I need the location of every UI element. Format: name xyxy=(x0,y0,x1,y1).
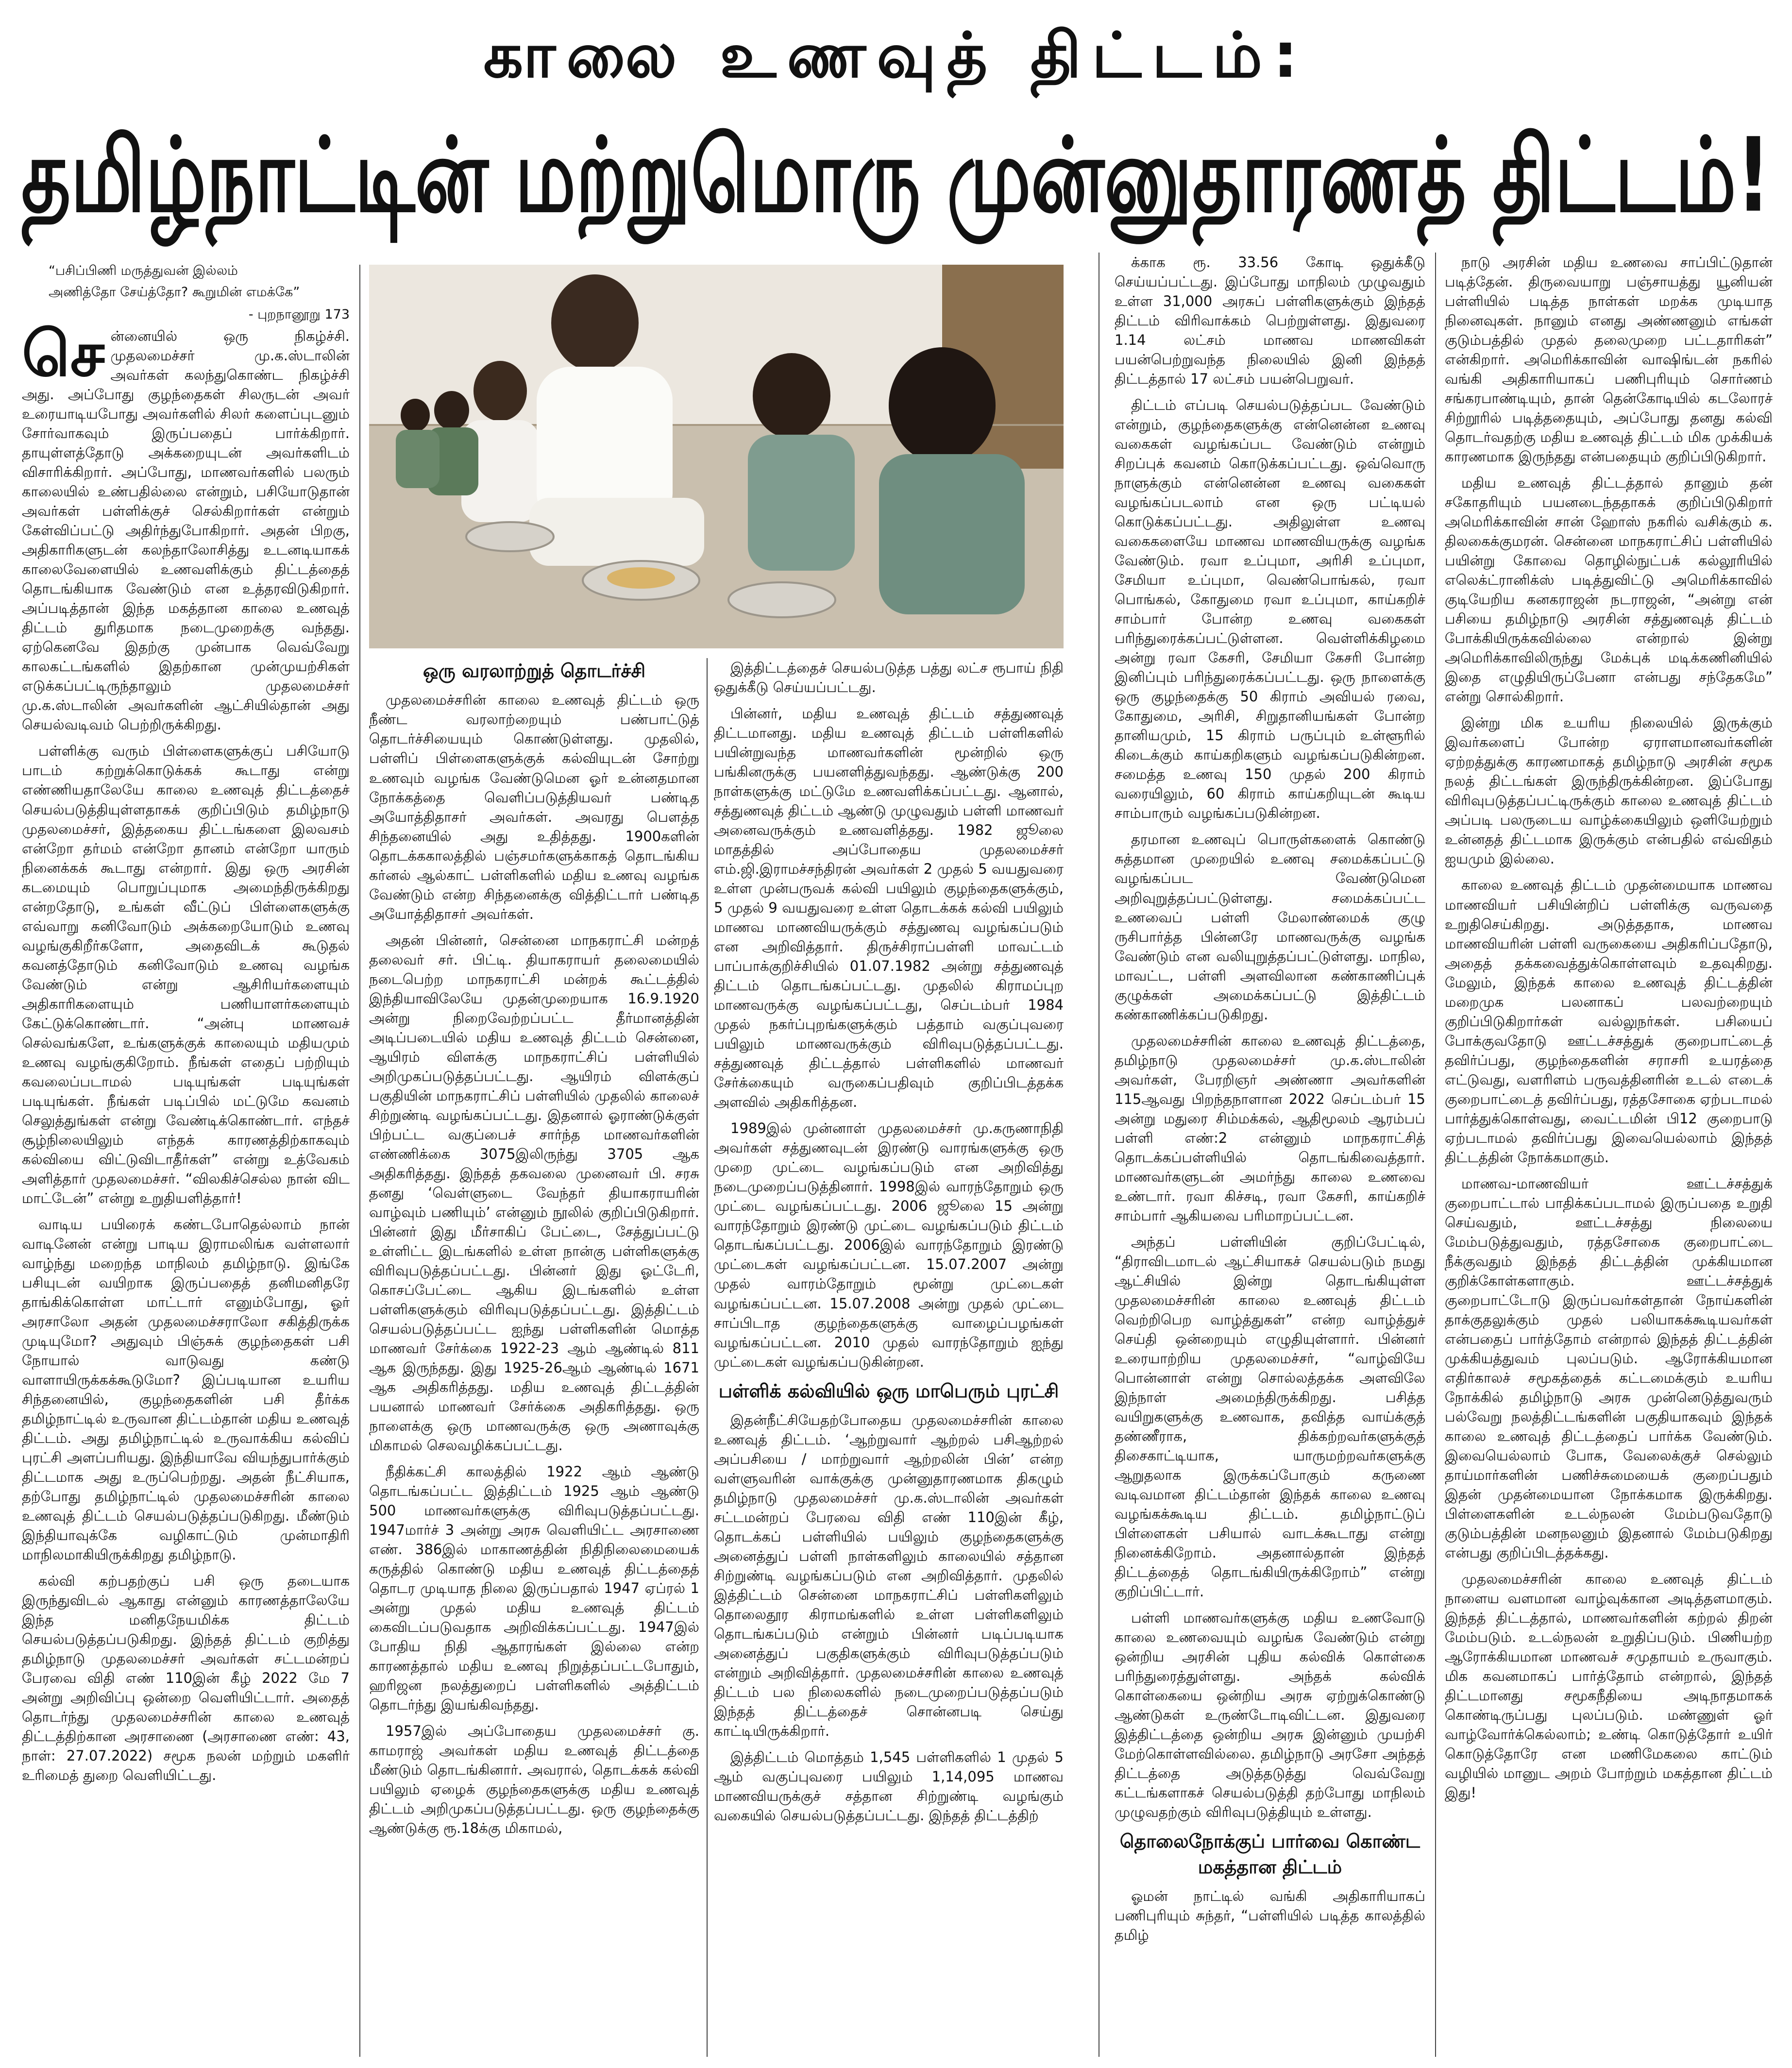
paragraph: அதன் பின்னர், சென்னை மாநகராட்சி மன்றத் தலைவர் சர். பிட்டி. தியாகராயர் தலைமையில் நடைபெற்ற மாநகராட்சி மன்றக் கூட்டத்தில் இந்தியாவிலேயே முதன்முறையாக 16.9.1920 அன்று நிறைவேற்றப்பட்ட தீர்மானத்தின் அடிப்படையில் மதிய உணவுத் திட்டம் சென்னை, ஆயிரம் விளக்கு மாநகராட்சிப் பள்ளியில் அறிமுகப்படுத்தப்பட்டது. ஆயிரம் விளக்குப் பகுதியின் மாநகராட்சிப் பள்ளியில் முதலில் காலைச் சிற்றுண்டி வழங்கப்பட்டது. இதனால் ஓராண்டுக்குள் பிற்பட்ட வகுப்பைச் சார்ந்த மாணவர்களின் எண்ணிக்கை 3075இலிருந்து 3705 ஆக அதிகரித்தது. இந்தத் தகவலை முனைவர் பி. சரசு தனது ‘வெள்ளுடை வேந்தர் தியாகராயரின் வாழ்வும் பணியும்’ என்னும் நூலில் குறிப்பிடுகிறார். பின்னர் இது மீர்சாகிப் பேட்டை, சேத்துப்பட்டு உள்ளிட்ட இடங்களில் உள்ள நான்கு பள்ளிகளுக்கு விரிவுபடுத்தப்பட்டது. பின்னர் இது ஓட்டேரி, கொசப்பேட்டை ஆகிய இடங்களில் உள்ள பள்ளிகளுக்கும் விரிவுபடுத்தப்பட்டது. இத்திட்டம் செயல்படுத்தப்பட்ட ஐந்து பள்ளிகளின் மொத்த மாணவர் சேர்க்கை 1922-23 ஆம் ஆண்டில் 811 ஆக இருந்தது. இது 1925-26ஆம் ஆண்டில் 1671 ஆக அதிகரித்தது. மதிய உணவுத் திட்டத்தின் பயனால் மாணவர் சேர்க்கை அதிகரித்தது. ஒரு நாளைக்கு ஒரு மாணவருக்கு ஒரு அணாவுக்கு மிகாமல் செலவழிக்கப்பட்டது. xyxy=(369,932,699,1454)
headline-line-1: காலை உணவுத் திட்டம்: xyxy=(483,19,1309,92)
photo-children-eating-icon xyxy=(369,265,1064,648)
section-subhead: ஒரு வரலாற்றுத் தொடர்ச்சி xyxy=(423,660,646,681)
paragraph: பள்ளி மாணவர்களுக்கு மதிய உணவோடு காலை உணவையும் வழங்க வேண்டும் என்று ஒன்றிய அரசின் புதிய கல்விக் கொள்கை பரிந்துரைத்துள்ளது. அந்தக் கல்விக் கொள்கையை ஒன்றிய அரசு ஏற்றுக்கொண்டு ஆண்டுகள் உருண்டோடிவிட்டன. இதுவரை இத்திட்டத்தை ஒன்றிய அரசு இன்னும் முயற்சி மேற்கொள்ளவில்லை. தமிழ்நாடு அரசோ அந்தத் திட்டத்தை அடுத்தடுத்து வெவ்வேறு கட்டங்களாகச் செயல்படுத்தி தற்போது மாநிலம் முழுவதற்கும் விரிவுபடுத்தியும் உள்ளது. xyxy=(1115,1610,1425,1821)
paragraph: முதலமைச்சரின் காலை உணவுத் திட்டத்தை, தமிழ்நாடு முதலமைச்சர் மு.க.ஸ்டாலின் அவர்கள், பேரறிஞர் அண்ணா அவர்களின் 115ஆவது பிறந்தநாளான 2022 செப்டம்பர் 15 அன்று மதுரை சிம்மக்கல், ஆதிமூலம் ஆரம்பப் பள்ளி எண்:2 என்னும் மாநகராட்சித் தொடக்கப்பள்ளியில் தொடங்கிவைத்தார். மாணவர்களுடன் அமர்ந்து காலை உணவை உண்டார். ரவா கிச்சடி, ரவா கேசரி, காய்கறிச் சாம்பார் ஆகியவை பரிமாறப்பட்டன. xyxy=(1115,1032,1425,1224)
paragraph: 1989இல் முன்னாள் முதலமைச்சர் மு.கருணாநிதி அவர்கள் சத்துணவுடன் இரண்டு வாரங்களுக்கு ஒரு முறை முட்டை வழங்கப்படும் என அறிவித்து நடைமுறைப்படுத்தினார். 1998இல் வாரந்தோறும் ஒரு முட்டை வழங்கப்பட்டது. 2006 ஜூலை 15 அன்று வாரந்தோறும் இரண்டு முட்டை வழங்கப்படும் திட்டம் தொடங்கப்பட்டது. 2006இல் வாரந்தோறும் இரண்டு முட்டைகள் வழங்கப்பட்டன. 15.07.2007 அன்று முதல் வாரம்தோறும் மூன்று முட்டைகள் வழங்கப்பட்டன. 15.07.2008 அன்று முதல் முட்டை சாப்பிடாத குழந்தைகளுக்கு வாழைப்பழங்கள் வழங்கப்பட்டன. 2010 முதல் வாரந்தோறும் ஐந்து முட்டைகள் வழங்கப்படுகின்றன. xyxy=(714,1120,1064,1370)
paragraph: 1957இல் அப்போதைய முதலமைச்சர் கு. காமராஜ் அவர்கள் மதிய உணவுத் திட்டத்தை மீண்டும் தொடங்கினார். அவரால், தொடக்கக் கல்வி பயிலும் ஏழைக் குழந்தைகளுக்கு மதிய உணவுத் திட்டம் அறிமுகப்படுத்தப்பட்டது. ஒரு குழந்தைக்கு ஆண்டுக்கு ரூ.18க்கு மிகாமல், xyxy=(369,1723,699,1837)
column-rule xyxy=(707,658,708,2057)
article-photo xyxy=(369,265,1064,648)
headline-line-2: தமிழ்நாட்டின் மற்றுமொரு முன்னுதாரணத் திட்டம்! xyxy=(21,116,1771,235)
paragraph: ஓமன் நாட்டில் வங்கி அதிகாரியாகப் பணிபுரியும் சுந்தர், “பள்ளியில் படித்த காலத்தில் தமிழ் xyxy=(1115,1888,1425,1944)
paragraph: பள்ளிக்கு வரும் பிள்ளைகளுக்குப் பசியோடு பாடம் கற்றுக்கொடுக்கக் கூடாது என்று எண்ணியதாலேயே காலை உணவுத் திட்டத்தைச் செயல்படுத்தியுள்ளதாகக் குறிப்பிடும் தமிழ்நாடு முதலமைச்சர், இத்தகைய திட்டங்களை இலவசம் என்றோ தர்மம் என்றோ தானம் என்றோ யாரும் நினைக்கக் கூடாது என்றார். இது ஒரு அரசின் கடமையும் பொறுப்புமாக அமைந்திருக்கிறது என்றதோடு, உங்கள் வீட்டுப் பிள்ளைகளுக்கு எவ்வாறு கனிவோடும் அக்கறையோடும் உணவு வழங்குகிறீர்களோ, அதைவிடக் கூடுதல் கவனத்தோடும் கனிவோடும் உணவு வழங்க வேண்டும் என்று ஆசிரியர்களையும் அதிகாரிகளையும் பணியாளர்களையும் கேட்டுக்கொண்டார். “அன்பு மாணவச் செல்வங்களே, உங்களுக்குக் காலையும் மதியமும் உணவு வழங்குகிறோம். நீங்கள் எதைப் பற்றியும் கவலைப்படாமல் படியுங்கள் படியுங்கள் படியுங்கள். நீங்கள் படிப்பில் மட்டுமே கவனம் செலுத்துங்கள் என்று வேண்டிக்கொண்டார். எந்தச் சூழ்நிலையிலும் எந்தக் காரணத்திற்காகவும் கல்வியை விட்டுவிடாதீர்கள்” என்று உத்வேகம் அளித்தார் முதலமைச்சர். “விலகிச்செல்ல நான் விட மாட்டேன்” என்று உறுதியளித்தார்! xyxy=(22,743,350,1206)
paragraph: இத்திட்டம் மொத்தம் 1,545 பள்ளிகளில் 1 முதல் 5 ஆம் வகுப்புவரை பயிலும் 1,14,095 மாணவ மாணவியருக்குச் சத்தான சிற்றுண்டி வழங்கும் வகையில் செயல்படுத்தப்பட்டது. இந்தத் திட்டத்திற் xyxy=(714,1749,1064,1824)
paragraph: வாடிய பயிரைக் கண்டபோதெல்லாம் நான் வாடினேன் என்று பாடிய இராமலிங்க வள்ளலார் வாழ்ந்து மறைந்த மாநிலம் தமிழ்நாடு. இங்கே பசியுடன் வயிறாக இருப்பதைத் தனிமனிதரே தாங்கிக்கொள்ள மாட்டார் எனும்போது, ஓர் அரசாலோ அதன் முதலமைச்சராலோ சகித்திருக்க முடியுமோ? அதுவும் பிஞ்சுக் குழந்தைகள் பசி நோயால் வாடுவது கண்டு வாளாயிருக்கக்கூடுமோ? இப்படியான உயரிய சிந்தனையில், குழந்தைகளின் பசி தீர்க்க தமிழ்நாட்டில் உருவான திட்டம்தான் மதிய உணவுத் திட்டம். அது தமிழ்நாட்டில் உருவாக்கிய கல்விப் புரட்சி அளப்பரியது. இந்தியாவே வியந்துபார்க்கும் திட்டமாக அது உருப்பெற்றது. அதன் நீட்சியாக, தற்போது தமிழ்நாட்டில் முதலமைச்சரின் காலை உணவுத் திட்டம் செயல்படுத்தப்படுகிறது. மீண்டும் இந்தியாவுக்கே வழிகாட்டும் முன்மாதிரி மாநிலமாகியிருக்கிறது தமிழ்நாடு. xyxy=(22,1216,350,1563)
paragraph: மதிய உணவுத் திட்டத்தால் தானும் தன் சகோதரியும் பயனடைந்ததாகக் குறிப்பிடுகிறார் அமெரிக்காவின் சான் ஹோஸ் நகரில் வசிக்கும் க. திலகைக்குமரன். சென்னை மாநகராட்சிப் பள்ளியில் பயின்று கோவை தொழில்நுட்பக் கல்லூரியில் எலெக்ட்ரானிக்ஸ் படித்துவிட்டு அமெரிக்காவில் குடியேறிய கனகராஜன் நடராஜன், “அன்று என் பசியை தமிழ்நாடு அரசின் சத்துணவுத் திட்டம் போக்கியிருக்கவில்லை என்றால் இன்று அமெரிக்காவிலிருந்து மேக்புக் மடிக்கணினியில் இதை எழுதியிருப்பேனா என்பது சந்தேகமே” என்று சொல்கிறார். xyxy=(1445,475,1773,705)
paragraph: பின்னர், மதிய உணவுத் திட்டம் சத்துணவுத் திட்டமானது. மதிய உணவுத் திட்டம் பள்ளிகளில் பயின்றுவந்த மாணவர்களின் மூன்றில் ஒரு பங்கினருக்கு பயனளித்துவந்தது. ஆண்டுக்கு 200 நாள்களுக்கு மட்டுமே உணவளிக்கப்பட்டது. ஆனால், சத்துணவுத் திட்டம் ஆண்டு முழுவதும் பள்ளி மாணவர் அனைவருக்கும் உணவளித்தது. 1982 ஜூலை மாதத்தில் அப்போதைய முதலமைச்சர் எம்.ஜி.இராமச்சந்திரன் அவர்கள் 2 முதல் 5 வயதுவரை உள்ள முன்பருவக் கல்வி பயிலும் குழந்தைகளுக்கும், 5 முதல் 9 வயதுவரை உள்ள தொடக்கக் கல்வி பயிலும் மாணவ மாணவியருக்கும் சத்துணவு வழங்கப்படும் என அறிவித்தார். திருச்சிராப்பள்ளி மாவட்டம் பாப்பாக்குறிச்சியில் 01.07.1982 அன்று சத்துணவுத் திட்டம் தொடங்கப்பட்டது. முதலில் கிராமப்புற மாணவருக்கு வழங்கப்பட்டது, செப்டம்பர் 1984 முதல் நகர்ப்புறங்களுக்கும் பத்தாம் வகுப்புவரை பயிலும் மாணவருக்கும் விரிவுபடுத்தப்பட்டது. சத்துணவுத் திட்டத்தால் பள்ளிகளில் மாணவர் சேர்க்கையும் வருகைப்பதிவும் குறிப்பிடத்தக்க அளவில் அதிகரித்தன. xyxy=(714,705,1064,1111)
paragraph: காலை உணவுத் திட்டம் முதன்மையாக மாணவ மாணவியர் பசியின்றிப் பள்ளிக்கு வருவதை உறுதிசெய்கிறது. அடுத்ததாக, மாணவ மாணவியரின் பள்ளி வருகையை அதிகரிப்பதோடு, அதைத் தக்கவைத்துக்கொள்ளவும் உதவுகிறது. மேலும், இந்தக் காலை உணவுத் திட்டத்தின் மறைமுக பலனாகப் பலவற்றையும் குறிப்பிடுகிறார்கள் வல்லுநர்கள். பசியைப் போக்குவதோடு ஊட்டச்சத்துக் குறைபாட்டைத் தவிர்ப்பது, குழந்தைகளின் சராசரி உயரத்தை எட்டுவது, வளரிளம் பருவத்தினரின் உடல் எடைக் குறைபாட்டைத் தவிர்ப்பது, ரத்தசோகை ஏற்படாமல் பார்த்துக்கொள்வது, வைட்டமின் பி12 குறைபாடு ஏற்படாமல் தவிர்ப்பது இவையெல்லாம் இந்தத் திட்டத்தின் நோக்கமாகும். xyxy=(1445,877,1773,1166)
paragraph: அந்தப் பள்ளியின் குறிப்பேட்டில், “திராவிடமாடல் ஆட்சியாகச் செயல்படும் நமது ஆட்சியில் இன்று தொடங்கியுள்ள முதலமைச்சரின் காலை உணவுத் திட்டம் வெற்றிபெற வாழ்த்துகள்” என்ற வாழ்த்துச் செய்தி ஒன்றையும் எழுதியுள்ளார். பின்னர் உரையாற்றிய முதலமைச்சர், “வாழ்வியே பொன்னாள் என்று சொல்லத்தக்க அளவிலே இந்நாள் அமைந்திருக்கிறது. பசித்த வயிறுகளுக்கு உணவாக, தவித்த வாய்க்குத் தண்ணீராக, திக்கற்றவர்களுக்குத் திசைகாட்டியாக, யாருமற்றவர்களுக்கு ஆறுதலாக இருக்கப்போகும் கருணை வடிவமான திட்டம்தான் இந்தக் காலை உணவு வழங்கக்கூடிய திட்டம். தமிழ்நாட்டுப் பிள்ளைகள் பசியால் வாடக்கூடாது என்று நினைக்கிறோம். அதனால்தான் இந்தத் திட்டத்தைத் தொடங்கியிருக்கிறோம்” என்று குறிப்பிட்டார். xyxy=(1115,1233,1425,1600)
article-column-4 xyxy=(1115,253,1425,2059)
article-column-2 xyxy=(369,658,699,2059)
column-rule xyxy=(359,265,360,2057)
paragraph: நாடு அரசின் மதிய உணவை சாப்பிட்டுதான் படித்தேன். திருவையாறு பஞ்சாயத்து யூனியன் பள்ளியில் படித்த நாள்கள் மறக்க முடியாத நினைவுகள். நானும் எனது அண்ணனும் எங்கள் குடும்பத்தில் முதல் தலைமுறை பட்டதாரிகள்” என்கிறார். அமெரிக்காவின் வாஷிங்டன் நகரில் வங்கி அதிகாரியாகப் பணிபுரியும் சொர்ணம் சங்கரபாண்டியும், தான் தென்கோடியில் கடலோரச் சிற்றூரில் படித்ததையும், அப்போது தனது கல்வி தொடர்வதற்கு மதிய உணவுத் திட்டம் மிக முக்கியக் காரணமாக இருந்தது என்பதையும் குறிப்பிடுகிறார். xyxy=(1445,254,1773,465)
paragraph: இதன்நீட்சியேதற்போதைய முதலமைச்சரின் காலை உணவுத் திட்டம். ‘ஆற்றுவார் ஆற்றல் பசிஆற்றல் அப்பசியை / மாற்றுவார் ஆற்றலின் பின்’ என்ற வள்ளுவரின் வாக்குக்கு முன்னுதாரணமாக திகழும் தமிழ்நாடு முதலமைச்சர் மு.க.ஸ்டாலின் அவர்கள் சட்டமன்றப் பேரவை விதி எண் 110இன் கீழ், தொடக்கப் பள்ளியில் பயிலும் குழந்தைகளுக்கு அனைத்துப் பள்ளி நாள்களிலும் காலையில் சத்தான சிற்றுண்டி வழங்கப்படும் என அறிவித்தார். முதலில் இத்திட்டம் சென்னை மாநகராட்சிப் பள்ளிகளிலும் தொலைதூர கிராமங்களில் உள்ள பள்ளிகளிலும் தொடங்கப்படும் என்றும் பின்னர் படிப்படியாக அனைத்துப் பகுதிகளுக்கும் விரிவுபடுத்தப்படும் என்றும் அறிவித்தார். முதலமைச்சரின் காலை உணவுத் திட்டம் பல நிலைகளில் நடைமுறைப்படுத்தப்படும் இந்தத் திட்டத்தைச் சொன்னபடி செய்து காட்டியிருக்கிறார். xyxy=(714,1412,1064,1740)
article-column-3 xyxy=(714,658,1064,2059)
paragraph: முதலமைச்சரின் காலை உணவுத் திட்டம் நாளைய வளமான வாழ்வுக்கான அடித்தளமாகும். இந்தத் திட்டத்தால், மாணவர்களின் கற்றல் திறன் மேம்படும். உடல்நலன் உறுதிப்படும். பிணியற்ற ஆரோக்கியமான மாணவச் சமுதாயம் உருவாகும். மிக கவனமாகப் பார்த்தோம் என்றால், இந்தத் திட்டமானது சமூகநீதியை அடிநாதமாகக் கொண்டிருப்பது புலப்படும். மண்ணுள் ஓர் வாழ்வோர்க்கெல்லாம்; உண்டி கொடுத்தோர் உயிர் கொடுத்தோரே என மணிமேகலை காட்டும் வழியில் மானுட அறம் போற்றும் மகத்தான திட்டம் இது! xyxy=(1445,1571,1773,1801)
paragraph: தரமான உணவுப் பொருள்களைக் கொண்டு சுத்தமான முறையில் உணவு சமைக்கப்பட்டு வழங்கப்பட வேண்டுமென அறிவுறுத்தப்பட்டுள்ளது. சமைக்கப்பட்ட உணவைப் பள்ளி மேலாண்மைக் குழு ருசிபார்த்த பின்னரே மாணவருக்கு வழங்க வேண்டும் என வலியுறுத்தப்பட்டுள்ளது. மாநில, மாவட்ட, பள்ளி அளவிலான கண்காணிப்புக் குழுக்கள் அமைக்கப்பட்டு இத்திட்டம் கண்காணிக்கப்படுகிறது. xyxy=(1115,831,1425,1023)
drop-cap: செ xyxy=(22,318,105,391)
paragraph: மாணவ-மாணவியர் ஊட்டச்சத்துக் குறைபாட்டால் பாதிக்கப்படாமல் இருப்பதை உறுதி செய்வதும், ஊட்டச்சத்து நிலையை மேம்படுத்துவதும், ரத்தசோகை குறைபாட்டை நீக்குவதும் இந்தத் திட்டத்தின் முக்கியமான குறிக்கோள்களாகும். ஊட்டச்சத்துக் குறைபாட்டோடு இருப்பவர்கள்தான் நோய்களின் தாக்குதலுக்கும் முதல் பலியாகக்கூடியவர்கள் என்பதைப் பார்த்தோம் என்றால் இந்தத் திட்டத்தின் முக்கியத்துவம் புலப்படும். ஆரோக்கியமான எதிர்காலச் சமூகத்தைக் கட்டமைக்கும் உயரிய நோக்கில் தமிழ்நாடு அரசு முன்னெடுத்துவரும் பல்வேறு நலத்திட்டங்களின் பகுதியாகவும் இந்தக் காலை உணவுத் திட்டத்தைப் பார்க்க வேண்டும். இவையெல்லாம் போக, வேலைக்குச் செல்லும் தாய்மார்களின் பணிச்சுமையைக் குறைப்பதும் இதன் முதன்மையான நோக்கமாக இருக்கிறது. பிள்ளைகளின் உடல்நலன் மேம்படுவதோடு குடும்பத்தின் மனநலனும் இதனால் மேம்படுகிறது என்பது குறிப்பிடத்தக்கது. xyxy=(1445,1175,1773,1561)
epigraph-line-1: “பசிப்பிணி மருத்துவன் இல்லம் xyxy=(49,263,238,278)
article-column-1 xyxy=(22,262,350,2059)
section-subhead: பள்ளிக் கல்வியில் ஒரு மாபெரும் புரட்சி xyxy=(718,1380,1059,1402)
paragraph: திட்டம் எப்படி செயல்படுத்தப்பட வேண்டும் என்றும், குழந்தைகளுக்கு என்னென்ன உணவு வகைகள் வழங்கப்பட வேண்டும் என்றும் சிறப்புக் கவனம் கொடுக்கப்பட்டது. ஒவ்வொரு நாளுக்கும் என்னென்ன உணவு வகைகள் வழங்கப்படலாம் என ஒரு பட்டியல் கொடுக்கப்பட்டது. அதிலுள்ள உணவு வகைகளையே மாணவ மாணவியருக்கு வழங்க வேண்டும். ரவா உப்புமா, அரிசி உப்புமா, சேமியா உப்புமா, வெண்பொங்கல், ரவா பொங்கல், கோதுமை ரவா உப்புமா, காய்கறிச் சாம்பார் போன்ற உணவு வகைகள் பரிந்துரைக்கப்பட்டுள்ளன. வெள்ளிக்கிழமை அன்று ரவா கேசரி, சேமியா கேசரி போன்ற இனிப்பும் பரிந்துரைக்கப்பட்டது. ஒரு நாளைக்கு ஒரு குழந்தைக்கு 50 கிராம் அவியல் ரவை, கோதுமை, அரிசி, சிறுதானியங்கள் போன்ற தானியமும், 15 கிராம் பருப்பும் உள்ளூரில் கிடைக்கும் காய்கறிகளும் வழங்கப்படுகின்றன. சமைத்த உணவு 150 முதல் 200 கிராம் வரையிலும், 60 கிராம் காய்கறியுடன் கூடிய சாம்பாரும் வழங்கப்படுகின்றன. xyxy=(1115,397,1425,822)
epigraph-line-2: அணித்தோ சேய்த்தோ? கூறுமின் எமக்கே” xyxy=(49,285,300,300)
paragraph: இத்திட்டத்தைச் செயல்படுத்த பத்து லட்ச ரூபாய் நிதி ஒதுக்கீடு செய்யப்பட்டது. xyxy=(714,660,1064,696)
column-rule xyxy=(1435,253,1436,2057)
section-subhead: தொலைநோக்குப் பார்வை கொண்ட மகத்தான திட்டம் xyxy=(1119,1831,1420,1878)
article-column-5 xyxy=(1445,253,1773,2059)
epigraph-source: - புறநானூறு 173 xyxy=(248,306,350,322)
paragraph: ன்னையில் ஒரு நிகழ்ச்சி. முதலமைச்சர் மு.க.ஸ்டாலின் அவர்கள் கலந்துகொண்ட நிகழ்ச்சி அது. அப்போது குழந்தைகள் சிலருடன் அவர் உரையாடியபோது அவர்களில் சிலர் களைப்புடனும் சோர்வாகவும் இருப்பதைப் பார்க்கிறார். தாயுள்ளத்தோடு அக்கறையுடன் அவர்களிடம் விசாரிக்கிறார். அப்போது, மாணவர்களில் பலரும் காலையில் உண்பதில்லை என்றும், பசியோடுதான் அவர்கள் பள்ளிக்குச் செல்கிறார்கள் என்றும் கேள்விப்பட்டு அதிர்ந்துபோகிறார். அதன் பிறகு, அதிகாரிகளுடன் கலந்தாலோசித்து உடனடியாகக் காலைவேளையில் உணவளிக்கும் திட்டத்தைத் தொடங்கியாக வேண்டும் என உத்தரவிடுகிறார். அப்படித்தான் இந்த மகத்தான காலை உணவுத் திட்டம் துரிதமாக நடைமுறைக்கு வந்தது. ஏற்கெனவே இதற்கு முன்பாக வெவ்வேறு காலகட்டங்களில் இதற்கான முன்முயற்சிகள் எடுக்கப்பட்டிருந்தாலும் முதலமைச்சர் மு.க.ஸ்டாலின் அவர்களின் ஆட்சியில்தான் அது செயல்வடிவம் பெற்றிருக்கிறது. xyxy=(22,328,350,733)
paragraph: முதலமைச்சரின் காலை உணவுத் திட்டம் ஒரு நீண்ட வரலாற்றையும் பண்பாட்டுத் தொடர்ச்சியையும் கொண்டுள்ளது. முதலில், பள்ளிப் பிள்ளைகளுக்குக் கல்வியுடன் சோற்று உணவும் வழங்க வேண்டுமென ஓர் உன்னதமான நோக்கத்தை வெளிப்படுத்தியவர் பண்டித அயோத்திதாசர் அவர்கள். அவரது பௌத்த சிந்தனையில் அது உதித்தது. 1900களின் தொடக்ககாலத்தில் பஞ்சமர்களுக்காகத் தொடங்கிய கர்னல் ஆல்காட் பள்ளிகளில் மதிய உணவு வழங்க வேண்டும் என்ற சிந்தனைக்கு வித்திட்டார் பண்டித அயோத்திதாசர் அவர்கள். xyxy=(369,692,699,922)
paragraph: கல்வி கற்பதற்குப் பசி ஒரு தடையாக இருந்துவிடல் ஆகாது என்னும் காரணத்தாலேயே இந்த மனிதநேயமிக்க திட்டம் செயல்படுத்தப்படுகிறது. இந்தத் திட்டம் குறித்து தமிழ்நாடு முதலமைச்சர் அவர்கள் சட்டமன்றப் பேரவை விதி எண் 110இன் கீழ் 2022 மே 7 அன்று அறிவிப்பு ஒன்றை வெளியிட்டார். அதைத் தொடர்ந்து முதலமைச்சரின் காலை உணவுத் திட்டத்திற்கான அரசாணை (அரசாணை எண்: 43, நாள்: 27.07.2022) சமூக நலன் மற்றும் மகளிர் உரிமைத் துறை வெளியிட்டது. xyxy=(22,1573,350,1784)
paragraph: நீதிக்கட்சி காலத்தில் 1922 ஆம் ஆண்டு தொடங்கப்பட்ட இத்திட்டம் 1925 ஆம் ஆண்டு 500 மாணவர்களுக்கு விரிவுபடுத்தப்பட்டது. 1947மார்ச் 3 அன்று அரசு வெளியிட்ட அரசாணை எண். 386இல் மாகாணத்தின் நிதிநிலைமையைக் கருத்தில் கொண்டு மதிய உணவுத் திட்டத்தைத் தொடர முடியாத நிலை இருப்பதால் 1947 ஏப்ரல் 1 அன்று முதல் மதிய உணவுத் திட்டம் கைவிடப்படுவதாக அறிவிக்கப்பட்டது. 1947இல் போதிய நிதி ஆதாரங்கள் இல்லை என்ற காரணத்தால் மதிய உணவு நிறுத்தப்பட்டபோதும், ஹரிஜன நலத்துறைப் பள்ளிகளில் அத்திட்டம் தொடர்ந்து இயங்கிவந்தது. xyxy=(369,1463,699,1713)
paragraph: க்காக ரூ. 33.56 கோடி ஒதுக்கீடு செய்யப்பட்டது. இப்போது மாநிலம் முழுவதும் உள்ள 31,000 அரசுப் பள்ளிகளுக்கும் இந்தத் திட்டம் விரிவாக்கம் பெற்றுள்ளது. இதுவரை 1.14 லட்சம் மாணவ மாணவிகள் பயன்பெற்றுவந்த நிலையில் இனி இந்தத் திட்டத்தால் 17 லட்சம் பயன்பெறுவர். xyxy=(1115,254,1425,388)
paragraph: இன்று மிக உயரிய நிலையில் இருக்கும் இவர்களைப் போன்ற ஏராளமானவர்களின் ஏற்றத்துக்கு காரணமாகத் தமிழ்நாடு அரசின் சமூக நலத் திட்டங்கள் இருந்திருக்கின்றன. இப்போது விரிவுபடுத்தப்பட்டிருக்கும் காலை உணவுத் திட்டம் அப்படி பலருடைய வாழ்க்கையிலும் ஒளியேற்றும் உன்னதத் திட்டமாக இருக்கும் என்பதில் எவ்விதம் ஐயமும் இல்லை. xyxy=(1445,714,1773,867)
